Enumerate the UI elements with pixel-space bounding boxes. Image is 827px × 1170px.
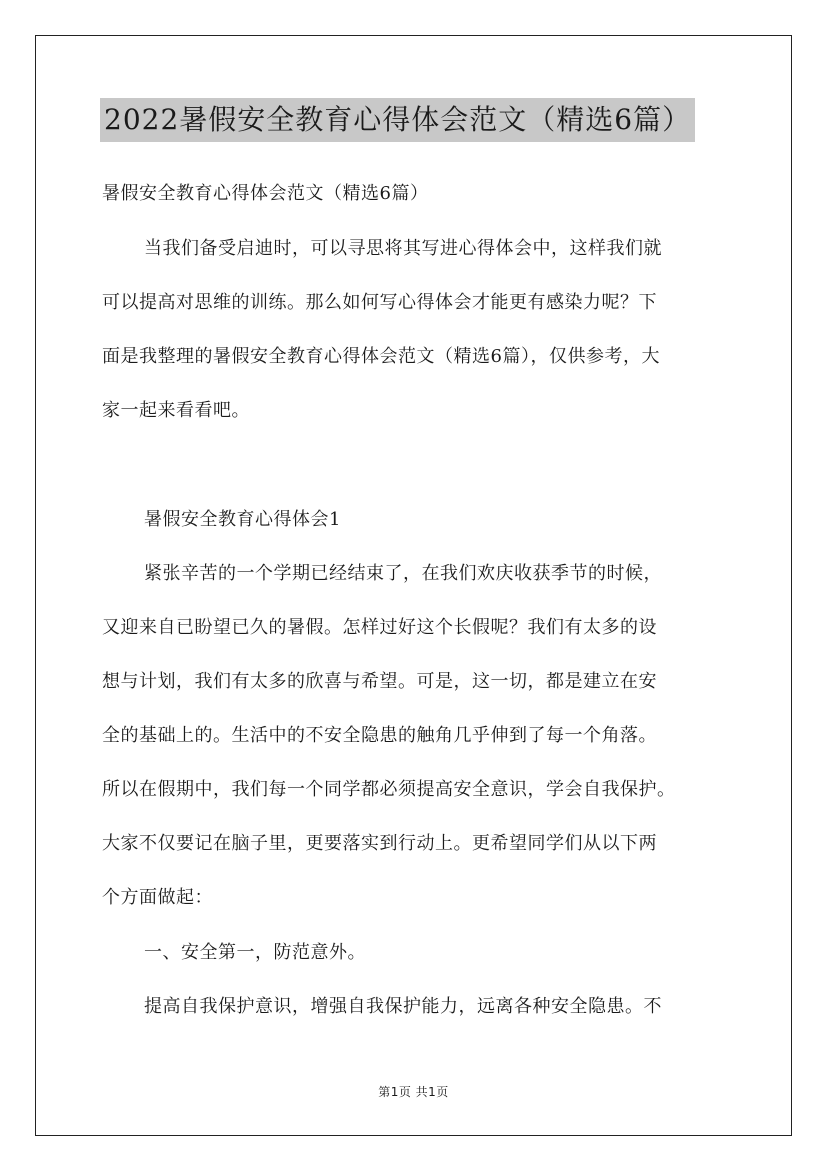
- document-subtitle: 暑假安全教育心得体会范文（精选6篇）: [102, 183, 429, 204]
- body-line: 个方面做起：: [102, 887, 213, 908]
- point-heading: 一、安全第一，防范意外。: [144, 942, 366, 963]
- page-footer: 第1页 共1页: [378, 1085, 449, 1099]
- body-line: 想与计划，我们有太多的欣喜与希望。可是，这一切，都是建立在安: [102, 671, 657, 692]
- body-line: 又迎来自已盼望已久的暑假。怎样过好这个长假呢？我们有太多的设: [102, 617, 657, 638]
- body-line: 全的基础上的。生活中的不安全隐患的触角几乎伸到了每一个角落。: [102, 725, 657, 746]
- body-line: 紧张辛苦的一个学期已经结束了，在我们欢庆收获季节的时候，: [144, 563, 662, 584]
- body-line: 提高自我保护意识，增强自我保护能力，远离各种安全隐患。不: [144, 996, 662, 1017]
- intro-line: 当我们备受启迪时，可以寻思将其写进心得体会中，这样我们就: [144, 238, 662, 259]
- body-line: 所以在假期中，我们每一个同学都必须提高安全意识，学会自我保护。: [102, 779, 676, 800]
- section-heading: 暑假安全教育心得体会1: [144, 509, 341, 530]
- body-line: 大家不仅要记在脑子里，更要落实到行动上。更希望同学们从以下两: [102, 833, 657, 854]
- intro-line: 可以提高对思维的训练。那么如何写心得体会才能更有感染力呢？下: [102, 292, 657, 313]
- document-title: 2022暑假安全教育心得体会范文（精选6篇）: [100, 98, 695, 142]
- intro-line: 家一起来看看吧。: [102, 400, 250, 421]
- intro-line: 面是我整理的暑假安全教育心得体会范文（精选6篇），仅供参考，大: [102, 346, 660, 367]
